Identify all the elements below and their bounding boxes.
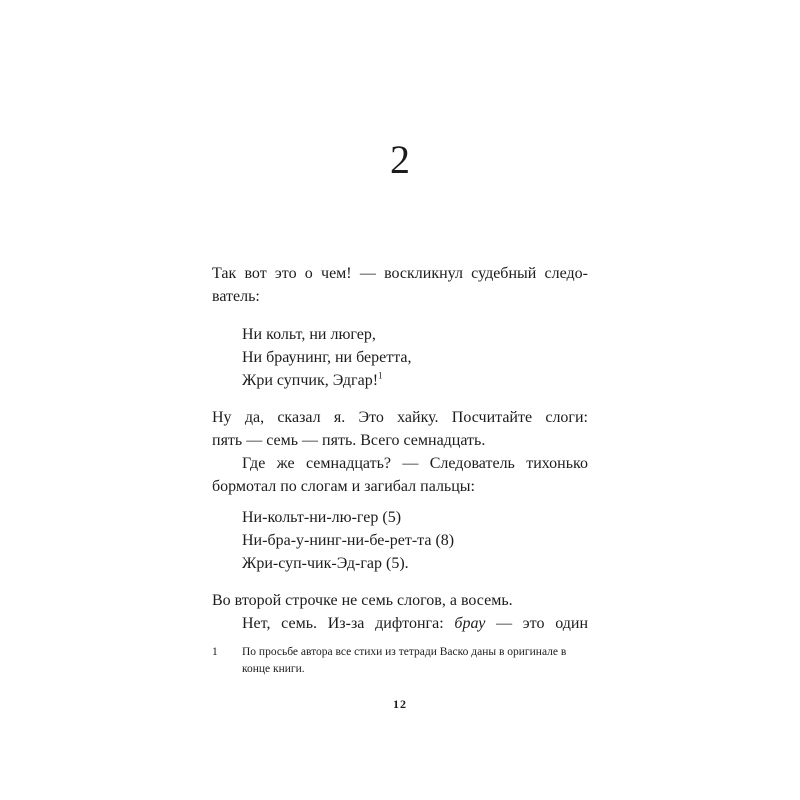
verse-1 [212,323,588,392]
paragraph-2-line-4: бормотал по слогам и загибал пальцы: [212,478,475,495]
verse-1-line-3-text: Жри супчик, Эдгар! [242,372,379,389]
verse-1-line-1: Ни кольт, ни люгер, [242,326,376,343]
footnote-text: По просьбе автора все стихи из тетради Васко даны в оригинале в конце книги. [242,646,567,675]
verse-1-line-3 [242,369,588,392]
paragraph-3-line-1: Во второй строчке не семь слогов, а восемь. [212,592,513,609]
footnote [212,644,588,678]
italic-word: брау [454,615,486,632]
paragraph-1-line-1: Так вот это о чем! — воскликнул судебный следо- [212,265,588,282]
verse-2-line-2: Ни-бра-у-нинг-ни-бе-рет-та (8) [242,532,455,549]
paragraph-3 [212,589,588,635]
paragraph-2-line-2: пять — семь — пять. Всего семнадцать. [212,432,486,449]
paragraph-1 [212,262,588,308]
paragraph-3-line-2-end: — это один [485,615,589,632]
verse-2 [212,506,588,575]
verse-2-line-1: Ни-кольт-ни-лю-гер (5) [242,509,402,526]
paragraph-3-line-2-start: Нет, семь. Из-за дифтонга: [242,615,455,632]
verse-2-line-3: Жри-суп-чик-Эд-гар (5). [242,555,409,572]
paragraph-2-line-3: Где же семнадцать? — Следователь тихонько [242,455,588,472]
paragraph-2-line-1: Ну да, сказал я. Это хайку. Посчитайте слоги: [212,409,588,426]
paragraph-3-line-2 [212,612,588,635]
footnote-reference[interactable]: 1 [378,370,383,381]
paragraph-2 [212,406,588,498]
footnote-number: 1 [212,646,218,658]
chapter-number: 2 [390,137,410,182]
paragraph-1-line-2: ватель: [212,288,260,305]
page-number: 12 [393,697,407,711]
verse-1-line-2: Ни браунинг, ни беретта, [242,349,412,366]
